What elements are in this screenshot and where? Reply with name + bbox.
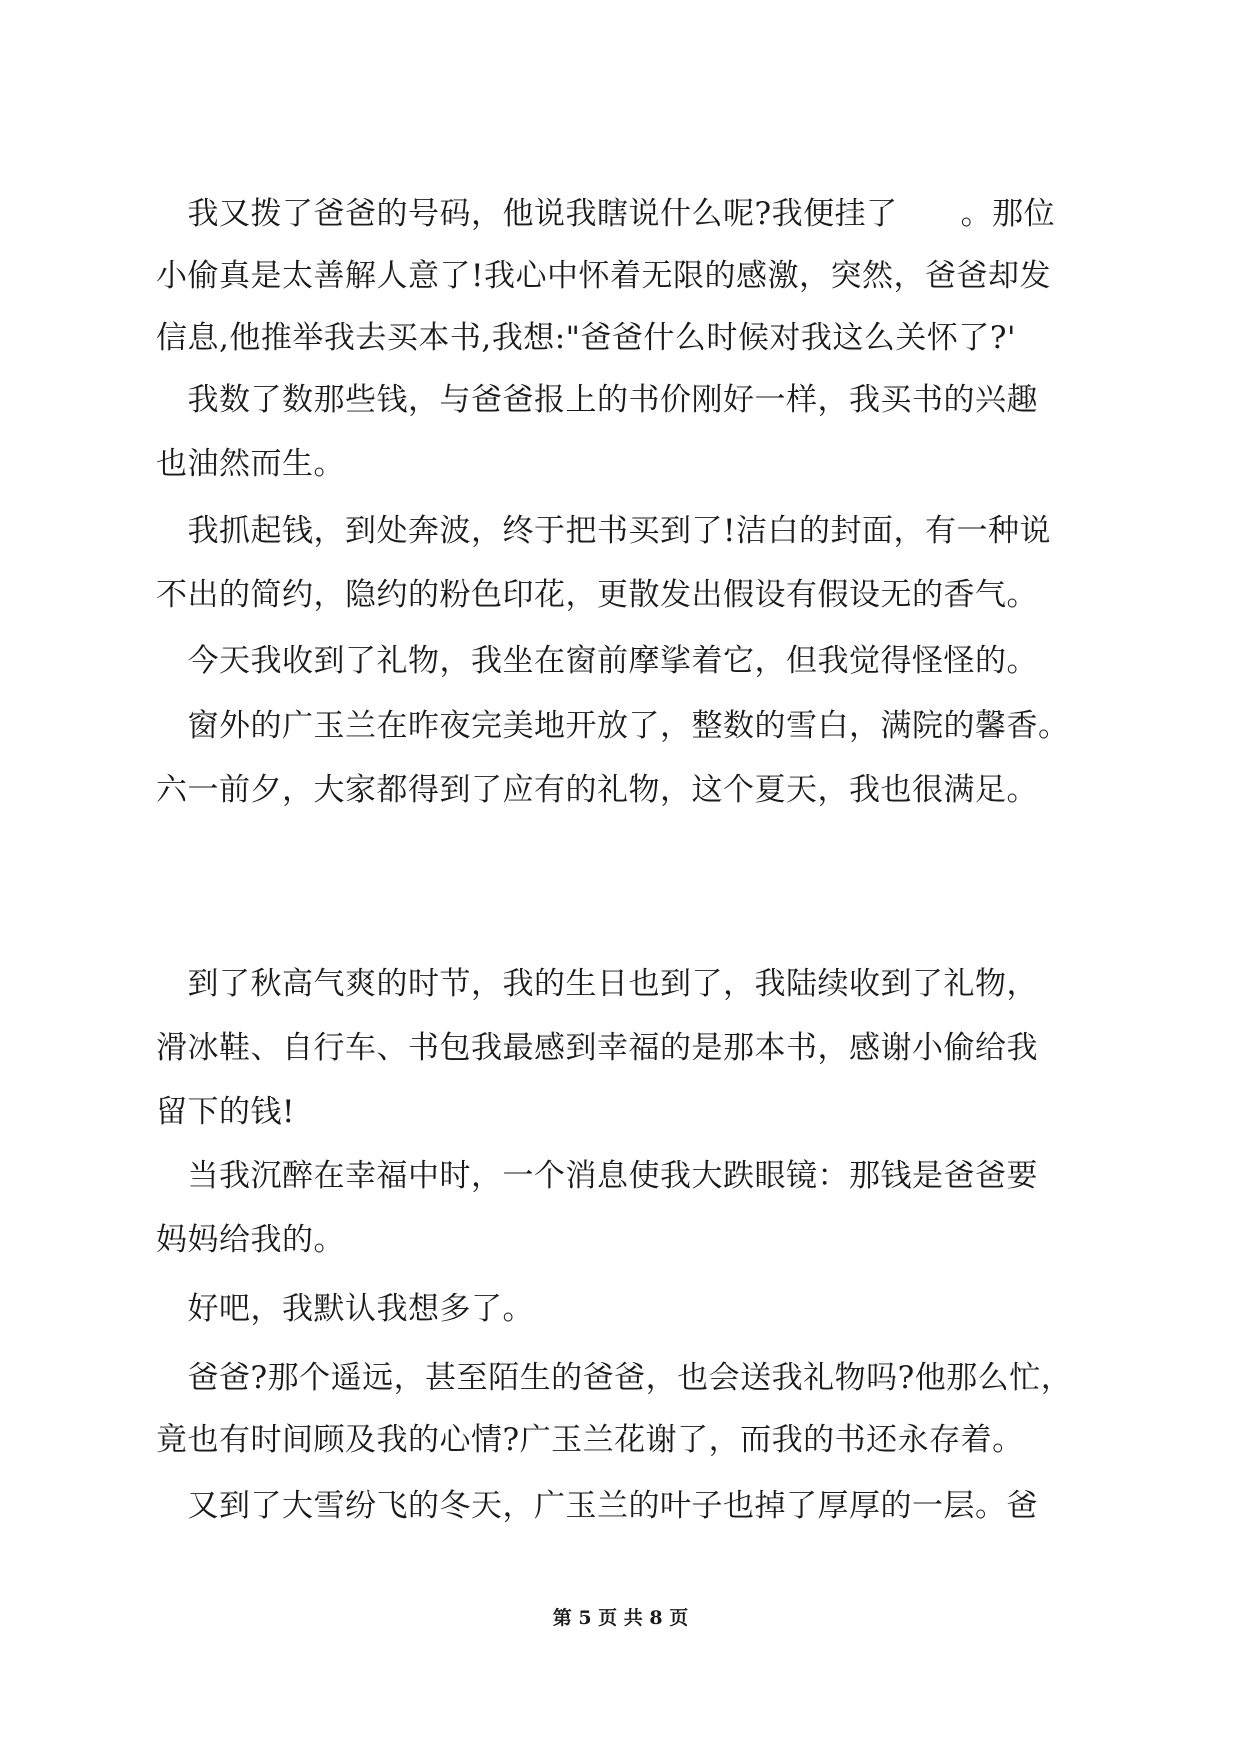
text-line-8: 今天我收到了礼物，我坐在窗前摩挲着它，但我觉得怪怪的。 [156,643,1038,679]
text-line-15: 妈妈给我的。 [156,1222,345,1258]
text-line-13: 留下的钱! [156,1094,295,1130]
text-line-1: 我又拨了爸爸的号码，他说我瞎说什么呢?我便挂了 。那位 [156,196,1056,232]
text-line-9: 窗外的广玉兰在昨夜完美地开放了，整数的雪白，满院的馨香。 [156,708,1070,744]
text-line-5: 也油然而生。 [156,446,345,482]
text-line-12: 滑冰鞋、自行车、书包我最感到幸福的是那本书，感谢小偷给我 [156,1030,1038,1066]
text-line-14: 当我沉醉在幸福中时，一个消息使我大跌眼镜：那钱是爸爸要 [156,1158,1038,1194]
text-line-6: 我抓起钱，到处奔波，终于把书买到了!洁白的封面，有一种说 [156,513,1051,549]
text-line-3: 信息,他推举我去买本书,我想:"爸爸什么时候对我这么关怀了?' [156,320,1017,356]
text-line-10: 六一前夕，大家都得到了应有的礼物，这个夏天，我也很满足。 [156,772,1038,808]
page-footer: 第 5 页 共 8 页 [552,1607,689,1629]
text-line-18: 竟也有时间顾及我的心情?广玉兰花谢了，而我的书还永存着。 [156,1422,1024,1458]
text-line-7: 不出的简约，隐约的粉色印花，更散发出假设有假设无的香气。 [156,577,1038,613]
text-line-4: 我数了数那些钱，与爸爸报上的书价刚好一样，我买书的兴趣 [156,382,1038,418]
text-line-17: 爸爸?那个遥远，甚至陌生的爸爸，也会送我礼物吗?他那么忙， [156,1360,1073,1396]
text-line-11: 到了秋高气爽的时节，我的生日也到了，我陆续收到了礼物， [156,966,1038,1002]
text-line-2: 小偷真是太善解人意了!我心中怀着无限的感激，突然，爸爸却发 [156,258,1051,294]
text-line-19: 又到了大雪纷飞的冬天，广玉兰的叶子也掉了厚厚的一层。爸 [156,1488,1038,1524]
text-line-16: 好吧，我默认我想多了。 [156,1291,534,1327]
